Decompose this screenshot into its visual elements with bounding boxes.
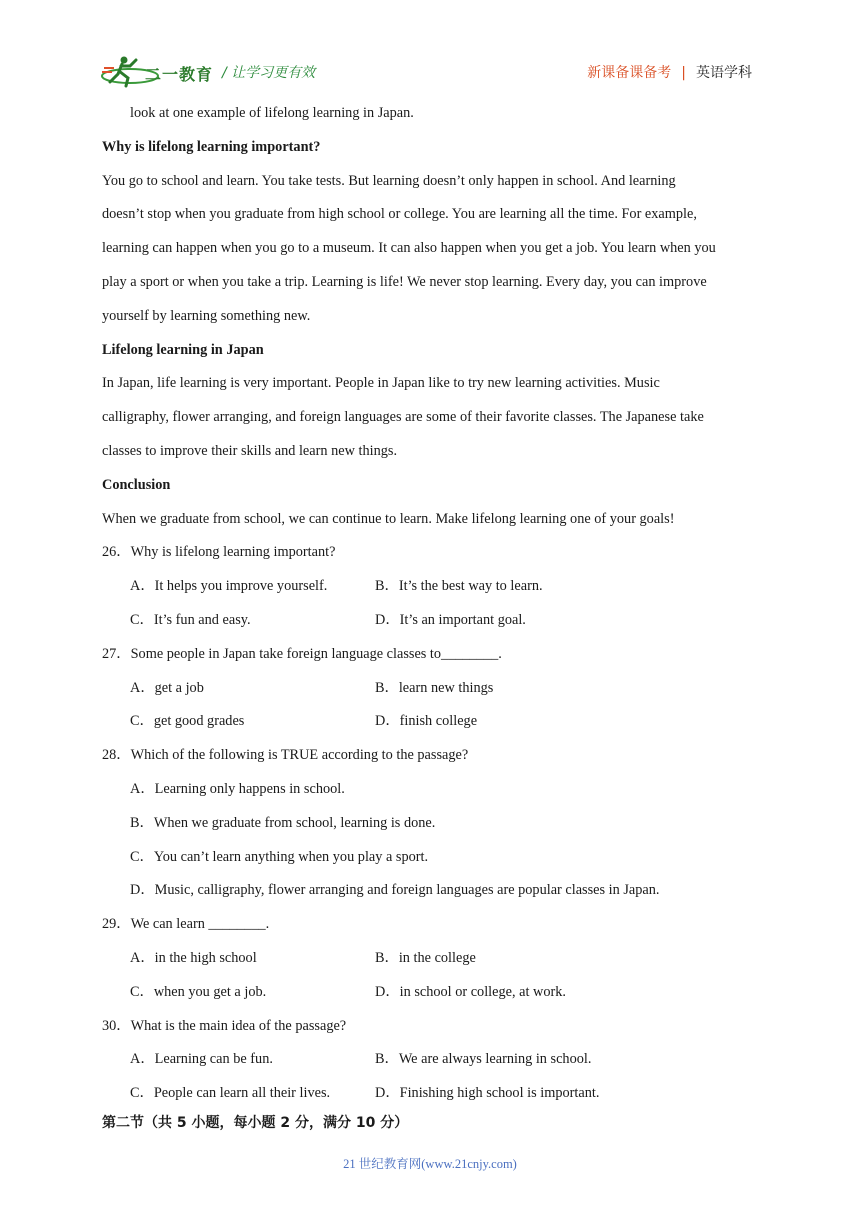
- header-course-label: 新课备课备考: [587, 65, 672, 81]
- passage-heading: Conclusion: [102, 476, 171, 493]
- passage-line: play a sport or when you take a trip. Learning is life! We never stop learning. Every day, you can improve: [102, 273, 707, 290]
- option-b[interactable]: B．It’s the best way to learn.: [375, 578, 543, 595]
- option-row: [102, 1043, 762, 1077]
- option-row: [102, 570, 762, 604]
- page-header: [0, 0, 860, 96]
- passage-heading: Why is lifelong learning important?: [102, 138, 321, 155]
- option-a[interactable]: A．in the high school: [130, 949, 257, 966]
- option-row: [102, 705, 762, 739]
- option-c[interactable]: C．You can’t learn anything when you play a sport.: [130, 848, 429, 865]
- passage-line: look at one example of lifelong learning in Japan.: [130, 105, 414, 121]
- option-row: [102, 1077, 762, 1111]
- passage-line: classes to improve their skills and learn new things.: [102, 442, 398, 459]
- question-27: [102, 638, 762, 739]
- question-stem: 27．Some people in Japan take foreign language classes to________.: [102, 645, 502, 662]
- option-d[interactable]: D．It’s an important goal.: [375, 611, 526, 628]
- header-right: [587, 62, 752, 82]
- section-heading: 第二节（共 5 小题，每小题 2 分，满分 10 分）: [102, 1114, 409, 1131]
- option-b[interactable]: B．in the college: [375, 949, 476, 966]
- question-stem: 26．Why is lifelong learning important?: [102, 544, 336, 561]
- passage-line: learning can happen when you go to a museum. It can also happen when you get a job. You learn when you: [102, 240, 716, 257]
- page-footer: 21 世纪教育网(www.21cnjy.com): [343, 1157, 517, 1171]
- option-a[interactable]: A．Learning can be fun.: [130, 1051, 273, 1068]
- option-a[interactable]: A．It helps you improve yourself.: [130, 578, 328, 595]
- question-30: [102, 1010, 762, 1111]
- question-29: [102, 908, 762, 1009]
- option-d[interactable]: D．in school or college, at work.: [375, 983, 566, 1000]
- option-row: [102, 672, 762, 706]
- option-c[interactable]: C．People can learn all their lives.: [130, 1085, 331, 1102]
- passage-line: calligraphy, flower arranging, and foreign languages are some of their favorite classes. The Japanese take: [102, 409, 704, 426]
- passage-heading: Lifelong learning in Japan: [102, 341, 264, 358]
- option-b[interactable]: B．learn new things: [375, 679, 494, 696]
- header-subject: 英语学科: [696, 65, 752, 81]
- passage-line: yourself by learning something new.: [102, 307, 311, 324]
- question-28: [102, 739, 762, 908]
- header-separator: |: [681, 65, 686, 81]
- question-stem: 30．What is the main idea of the passage?: [102, 1017, 347, 1034]
- logo-text: 二一教育: [145, 65, 214, 84]
- option-a[interactable]: A．Learning only happens in school.: [130, 780, 345, 797]
- passage: [102, 97, 762, 536]
- option-row: [102, 976, 762, 1010]
- option-c[interactable]: C．when you get a job.: [130, 983, 267, 1000]
- option-b[interactable]: B．When we graduate from school, learning is done.: [130, 814, 436, 831]
- question-stem: 28．Which of the following is TRUE according to the passage?: [102, 747, 469, 764]
- passage-line: You go to school and learn. You take tests. But learning doesn’t only happen in school. And learning: [102, 172, 676, 189]
- question-26: [102, 536, 762, 637]
- document-body: [102, 97, 762, 1141]
- option-d[interactable]: D．finish college: [375, 713, 478, 730]
- header-slogan: / 让学习更有效: [222, 65, 316, 81]
- option-d[interactable]: D．Music, calligraphy, flower arranging and foreign languages are popular classes in Japan.: [130, 882, 660, 899]
- option-row: [102, 942, 762, 976]
- option-c[interactable]: C．get good grades: [130, 713, 245, 730]
- option-c[interactable]: C．It’s fun and easy.: [130, 611, 251, 628]
- option-a[interactable]: A．get a job: [130, 679, 204, 696]
- question-stem: 29．We can learn ________.: [102, 916, 270, 933]
- option-row: [102, 604, 762, 638]
- option-b[interactable]: B．We are always learning in school.: [375, 1051, 592, 1068]
- passage-line: When we graduate from school, we can continue to learn. Make lifelong learning one of your goals!: [102, 510, 675, 527]
- passage-line: doesn’t stop when you graduate from high school or college. You are learning all the time. For example,: [102, 206, 697, 223]
- passage-line: In Japan, life learning is very important. People in Japan like to try new learning activities. Music: [102, 375, 660, 392]
- option-d[interactable]: D．Finishing high school is important.: [375, 1085, 600, 1102]
